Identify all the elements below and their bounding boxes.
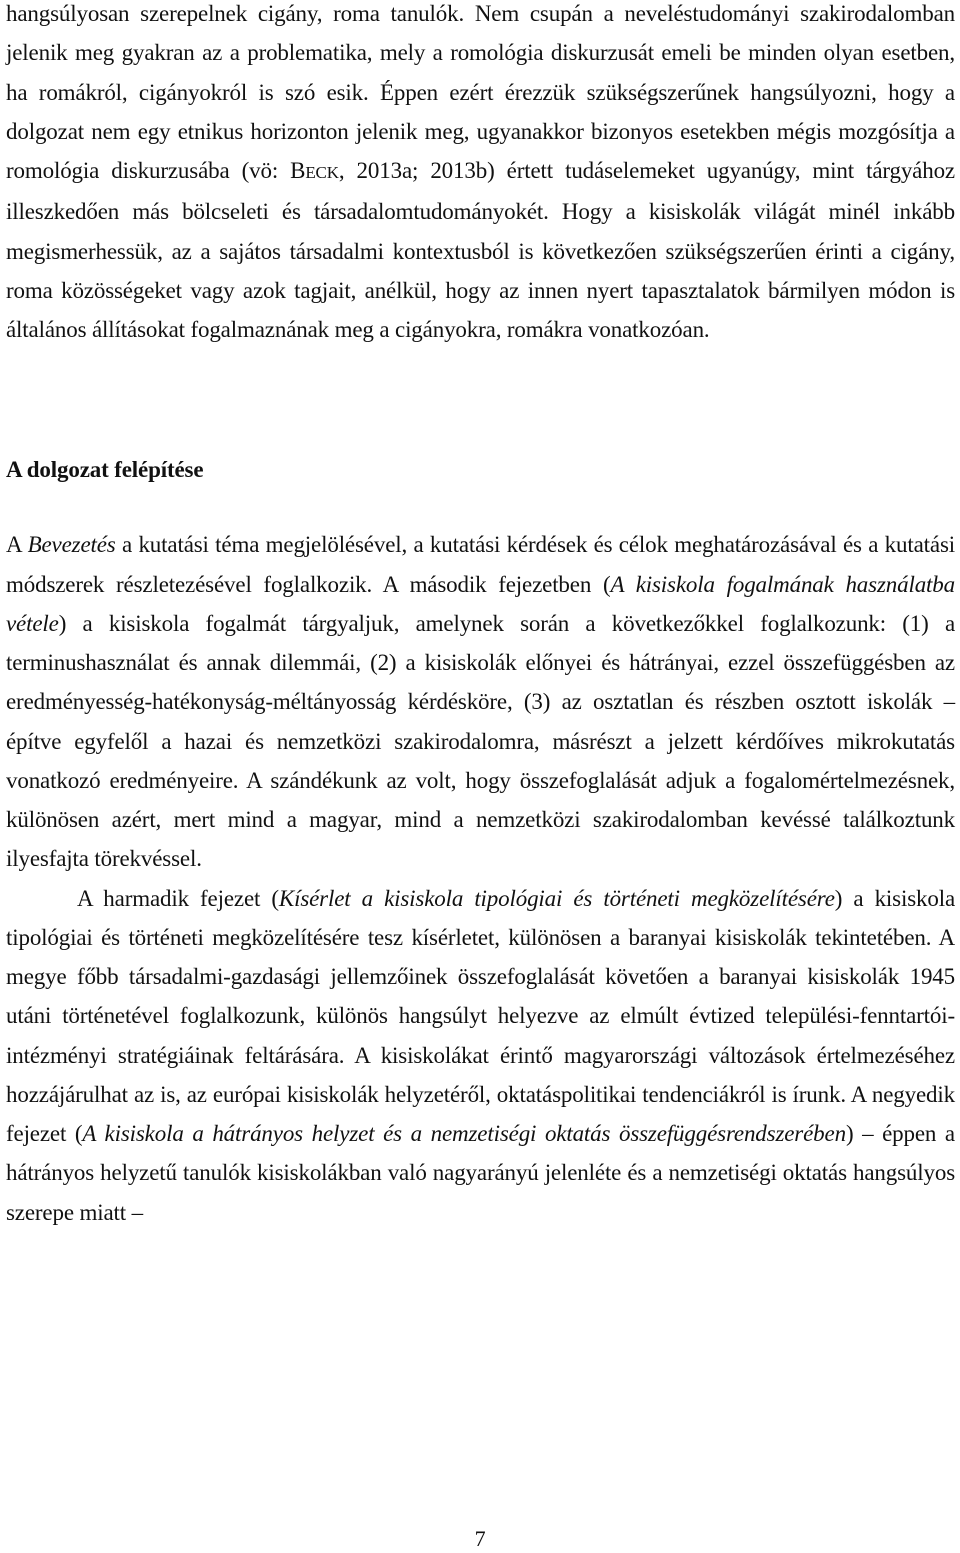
paragraph-text: ) a kisiskola tipológiai és történeti megközelítésére tesz kísérletet, különösen a baranyai kisiskolák tekintetében. A megye főbb társadalmi-gazdasági jellemzőinek összefoglalását követően a baranyai kisiskolák 1945 utáni történetével foglalkozunk, különös hangsúlyt helyezve az elmúlt évtized települési-fenntartói-intézményi stratégiáinak feltárására. A kisiskolákat érintő magyarországi változások értelmezéséhez hozzájárulhat az is, az európai kisiskolák helyzetéről, oktatáspolitikai tendenciákról is írunk. A negyedik fejezet ( — [6, 885, 955, 1146]
author-name-smallcaps: ECK — [305, 163, 339, 182]
paragraph-text: A harmadik fejezet ( — [77, 885, 279, 911]
paragraph-text: hangsúlyosan szerepelnek cigány, roma tanulók. Nem csupán a neveléstudományi szakirodalomban jelenik meg gyakran az a problematika, mely a romológia diskurzusát emeli be minden olyan esetben, ha romákról, cigányokról is szó esik. Éppen ezért érezzük szükségszerűnek hangsúlyozni, hogy a dolgozat nem egy etnikus horizonton jelenik meg, ugyanakkor bizonyos esetekben mégis mozgósítja a romológia diskurzusába (vö: — [6, 1, 955, 183]
chapter-title-italic: Kísérlet a kisiskola tipológiai és történeti megközelítésére — [278, 885, 835, 911]
paragraph-text: ) – éppen a hátrányos helyzetű tanulók kisiskolákban való nagyarányú jelenléte és a nemzetiségi oktatás hangsúlyos szerepe miatt – — [6, 1121, 955, 1225]
page-number: 7 — [474, 1526, 486, 1551]
paragraph-text: a kutatási téma megjelölésével, a kutatási kérdések és célok meghatározásával és a kutatási módszerek részletezésével foglalkozik. A második fejezetben ( — [6, 532, 955, 597]
paragraph-chapters — [6, 879, 955, 1232]
chapter-title-italic: A kisiskola a hátrányos helyzet és a nemzetiségi oktatás összefüggésrendszerében — [82, 1121, 846, 1146]
chapter-title-italic: Bevezetés — [27, 532, 116, 558]
section-heading: A dolgozat felépítése — [6, 457, 204, 483]
chapter-title-italic: A kisiskola fogalmának használatba vétele — [6, 571, 955, 636]
paragraph-structure-intro — [6, 525, 955, 878]
paragraph-text: ) a kisiskola fogalmát tárgyaljuk, amelynek során a következőkkel foglalkozunk: (1) a terminushasználat és annak dilemmái, (2) a kisiskolák előnyei és hátrányai, ezzel összefüggésben az eredményesség-hatékonyság-méltányosság kérdésköre, (3) az osztatlan és részben osztott iskolák – építve egyfelől a hazai és nemzetközi szakirodalomra, másrészt a jelzett kérdőíves mikrokutatás vonatkozó eredményeire. A szándékunk az volt, hogy összefoglalását adjuk a fogalomértelmezésnek, különösen azért, mert mind a magyar, mind a nemzetközi szakirodalomban kevéssé találkoztunk ilyesfajta törekvéssel. — [6, 610, 955, 872]
author-name-initial: B — [290, 158, 306, 183]
paragraph-text: A — [6, 532, 28, 558]
paragraph-text: , 2013a; 2013b) értett tudáselemeket ugyanúgy, mint tárgyához illeszkedően más bölcseleti és társadalomtudományokét. Hogy a kisiskolák világát minél inkább megismerhessük, az a sajátos társadalmi kontextusból is következően szükségszerűen érinti a cigány, roma közösségeket vagy azok tagjait, anélkül, hogy az innen nyert tapasztalatok bármilyen módon is általános állításokat fogalmaznának meg a cigányokra, romákra vonatkozóan. — [6, 158, 955, 342]
paragraph-romology — [6, 0, 955, 349]
